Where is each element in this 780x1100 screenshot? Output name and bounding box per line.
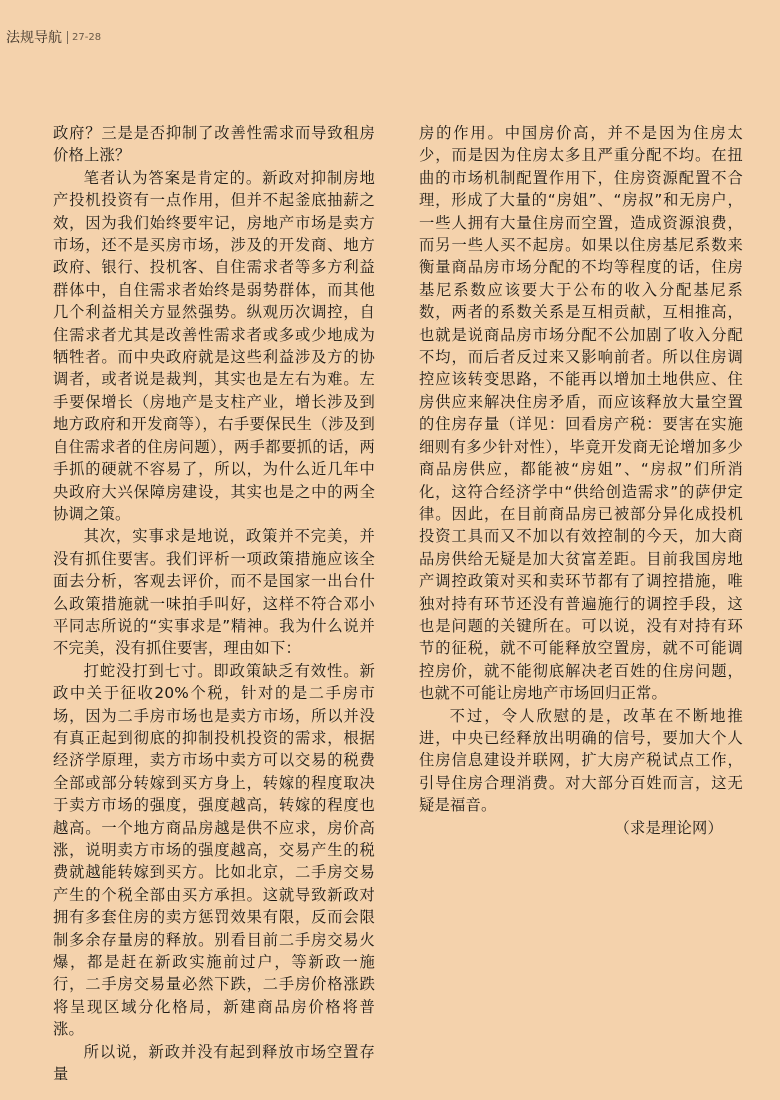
page-numbers: 27-28 — [72, 31, 102, 43]
header-divider — [67, 31, 68, 44]
page-header — [0, 27, 101, 47]
article-source: （求是理论网） — [614, 818, 723, 837]
paragraph: 政府？三是是否抑制了改善性需求而导致租房价格上涨？ — [53, 124, 375, 165]
paragraph: 打蛇没打到七寸。即政策缺乏有效性。新政中关于征收20%个税，针对的是二手房市场，因为二手房市场也是卖方市场，所以并没有真正起到彻底的抑制投机投资的需求，根据经济学原理，卖方市场中卖方可以交易的税费全部或部分转嫁到买方身上，转嫁的程度取决于卖方市场的强度，强度越高，转嫁的程度也越高。一个地方商品房越是供不应求，房价高涨，说明卖方市场的强度越高，交易产生的税费就越能转嫁到买方。比如北京，二手房交易产生的个税全部由买方承担。这就导致新政对拥有多套住房的卖方惩罚效果有限，反而会限制多余存量房的释放。别看目前二手房交易火爆，都是赶在新政实施前过户，等新政一施行，二手房交易量必然下跌，二手房价格涨跌将呈现区域分化格局，新建商品房价格将普涨。 — [53, 661, 375, 1039]
paragraph: 其次，实事求是地说，政策并不完美，并没有抓住要害。我们评析一项政策措施应该全面去分析，客观去评价，而不是国家一出台什么政策措施就一味拍手叫好，这样不符合邓小平同志所说的“实事求是”精神。我为什么说并不完美，没有抓住要害，理由如下： — [53, 527, 375, 658]
paragraph: 所以说，新政并没有起到释放市场空置存量 — [53, 1042, 375, 1084]
paragraph: 房的作用。中国房价高，并不是因为住房太少，而是因为住房太多且严重分配不均。在扭曲的市场机制配置作用下，住房资源配置不合理，形成了大量的“房姐”、“房叔”和无房户，一些人拥有大量住房而空置，造成资源浪费，而另一些人买不起房。如果以住房基尼系数来衡量商品房市场分配的不均等程度的话，住房基尼系数应该要大于公布的收入分配基尼系数，两者的系数关系是互相贡献，互相推高，也就是说商品房市场分配不公加剧了收入分配不均，而后者反过来又影响前者。所以住房调控应该转变思路，不能再以增加土地供应、住房供应来解决住房矛盾，而应该释放大量空置的住房存量（详见：回看房产税：要害在实施细则有多少针对性），毕竟开发商无论增加多少商品房供应，都能被“房姐”、“房叔”们所消化，这符合经济学中“供给创造需求”的萨伊定律。因此，在目前商品房已被部分异化成投机投资工具而又不加以有效控制的今天，加大商品房供给无疑是加大贫富差距。目前我国房地产调控政策对买和卖环节都有了调控措施，唯独对持有环节还没有普遍施行的调控手段，这也是问题的关键所在。可以说，没有对持有环节的征税，就不可能释放空置房，就不可能调控房价，就不能彻底解决老百姓的住房问题，也就不可能让房地产市场回归正常。 — [419, 124, 743, 703]
paragraph: 笔者认为答案是肯定的。新政对抑制房地产投机投资有一点作用，但并不起釜底抽薪之效，因为我们始终要牢记，房地产市场是卖方市场，还不是买房市场，涉及的开发商、地方政府、银行、投机客、自住需求者等多方利益群体中，自住需求者始终是弱势群体，而其他几个利益相关方显然强势。纵观历次调控，自住需求者尤其是改善性需求者或多或少地成为牺牲者。而中央政府就是这些利益涉及方的协调者，或者说是裁判，其实也是左右为难。左手要保增长（房地产是支柱产业，增长涉及到地方政府和开发商等），右手要保民生（涉及到自住需求者的住房问题），两手都要抓的话，两手抓的硬就不容易了，所以，为什么近几年中央政府大兴保障房建设，其实也是之中的两全协调之策。 — [53, 168, 375, 523]
right-column — [419, 122, 743, 839]
paragraph: 不过，令人欣慰的是，改革在不断地推进，中央已经释放出明确的信号，要加大个人住房信息建设并联网，扩大房产税试点工作，引导住房合理消费。对大部分百姓而言，这无疑是福音。 — [419, 706, 743, 815]
section-title: 法规导航 — [6, 30, 62, 46]
left-column — [53, 122, 375, 1085]
